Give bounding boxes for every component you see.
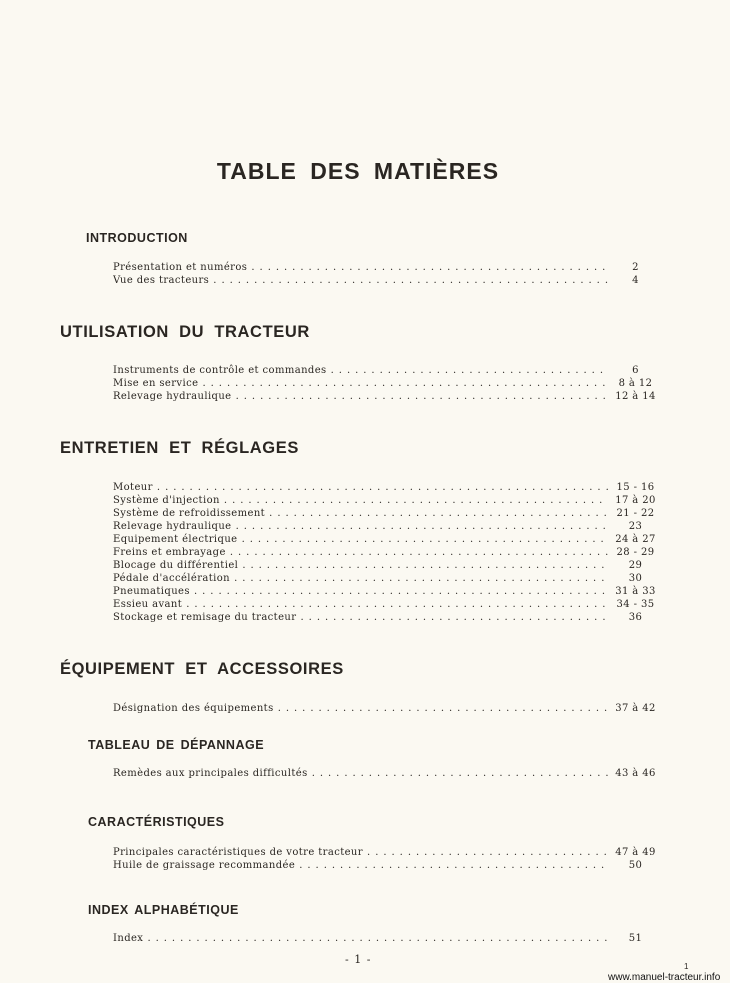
toc-entry — [113, 494, 663, 507]
toc-entry-label: Moteur . . . — [113, 481, 608, 494]
section-heading-index: INDEX ALPHABÉTIQUE — [88, 903, 239, 917]
toc-entry-label: Relevage hydraulique . . . — [113, 520, 608, 533]
toc-entry-page: 8 à 12 — [618, 378, 653, 389]
page-number: - 1 - — [345, 953, 372, 966]
toc-entry — [113, 611, 663, 624]
toc-entry — [113, 859, 663, 872]
toc-entry — [113, 546, 663, 559]
toc-entry-label: Système d'injection . . . — [113, 494, 608, 507]
toc-entry-label: Index . . . — [113, 932, 608, 945]
page-title: TABLE DES MATIÈRES — [216, 158, 500, 184]
section-heading-equipement: ÉQUIPEMENT ET ACCESSOIRES — [60, 660, 344, 678]
toc-entry-page: 34 - 35 — [616, 599, 655, 610]
toc-entry-page: 2 — [632, 262, 639, 273]
toc-entry-label: Blocage du différentiel . . . — [113, 559, 608, 572]
toc-entry-page: 15 - 16 — [616, 482, 655, 493]
toc-entry-label: Désignation des équipements . . . — [113, 702, 608, 715]
toc-entry-label: Instruments de contrôle et commandes . . . — [113, 364, 608, 377]
toc-entry-label: Pneumatiques . . . — [113, 585, 608, 598]
toc-entry-page: 31 à 33 — [615, 586, 656, 597]
toc-entry-label: Pédale d'accélération . . . — [113, 572, 608, 585]
toc-entry-label: Essieu avant . . . — [113, 598, 608, 611]
toc-entry-page: 28 - 29 — [616, 547, 655, 558]
toc-entry-label: Vue des tracteurs . . . — [113, 274, 608, 287]
toc-entry-page: 17 à 20 — [615, 495, 656, 506]
section-heading-depannage: TABLEAU DE DÉPANNAGE — [88, 738, 265, 752]
toc-entry — [113, 767, 663, 780]
toc-entry-label: Remèdes aux principales difficultés . . . — [113, 767, 608, 780]
toc-entry — [113, 481, 663, 494]
toc-entry — [113, 390, 663, 403]
toc-entry-label: Présentation et numéros . . . — [113, 261, 608, 274]
toc-entry — [113, 559, 663, 572]
toc-entry-label: Huile de graissage recommandée . . . — [113, 859, 608, 872]
toc-entry — [113, 702, 663, 715]
toc-entry-page: 4 — [632, 275, 639, 286]
toc-entry-label: Relevage hydraulique . . . — [113, 390, 608, 403]
toc-entry — [113, 261, 663, 274]
toc-entry-label: Freins et embrayage . . . — [113, 546, 608, 559]
section-heading-entretien: ENTRETIEN ET RÉGLAGES — [60, 439, 299, 457]
section-heading-introduction: INTRODUCTION — [86, 231, 188, 245]
toc-entry-page: 6 — [632, 365, 639, 376]
toc-entry — [113, 846, 663, 859]
toc-entry — [113, 274, 663, 287]
section-heading-caracteristiques: CARACTÉRISTIQUES — [88, 815, 225, 829]
toc-entry-page: 12 à 14 — [615, 391, 656, 402]
toc-entry-page: 37 à 42 — [615, 703, 656, 714]
section-heading-utilisation: UTILISATION DU TRACTEUR — [60, 323, 310, 341]
toc-entry-label: Mise en service . . . — [113, 377, 608, 390]
toc-entry-page: 43 à 46 — [615, 768, 656, 779]
toc-entry-page: 21 - 22 — [616, 508, 655, 519]
toc-entry — [113, 585, 663, 598]
toc-entry — [113, 932, 663, 945]
site-page-number: 1 — [684, 962, 689, 971]
toc-entry-page: 36 — [628, 612, 643, 623]
toc-entry — [113, 533, 663, 546]
toc-entry-page: 51 — [628, 933, 643, 944]
toc-entry-page: 24 à 27 — [615, 534, 656, 545]
toc-entry-label: Stockage et remisage du tracteur . . . — [113, 611, 608, 624]
toc-entry-page: 50 — [628, 860, 643, 871]
website-watermark: www.manuel-tracteur.info — [608, 972, 721, 983]
toc-entry-page: 47 à 49 — [615, 847, 656, 858]
toc-entry — [113, 572, 663, 585]
toc-entry-page: 29 — [628, 560, 643, 571]
toc-entry-label: Principales caractéristiques de votre tracteur . . . — [113, 846, 608, 859]
toc-entry-label: Equipement électrique . . . — [113, 533, 608, 546]
toc-entry — [113, 520, 663, 533]
toc-entry — [113, 507, 663, 520]
toc-entry — [113, 377, 663, 390]
toc-entry-page: 30 — [628, 573, 643, 584]
toc-entry — [113, 364, 663, 377]
toc-entry-label: Système de refroidissement . . . — [113, 507, 608, 520]
toc-entry-page: 23 — [628, 521, 643, 532]
toc-entry — [113, 598, 663, 611]
